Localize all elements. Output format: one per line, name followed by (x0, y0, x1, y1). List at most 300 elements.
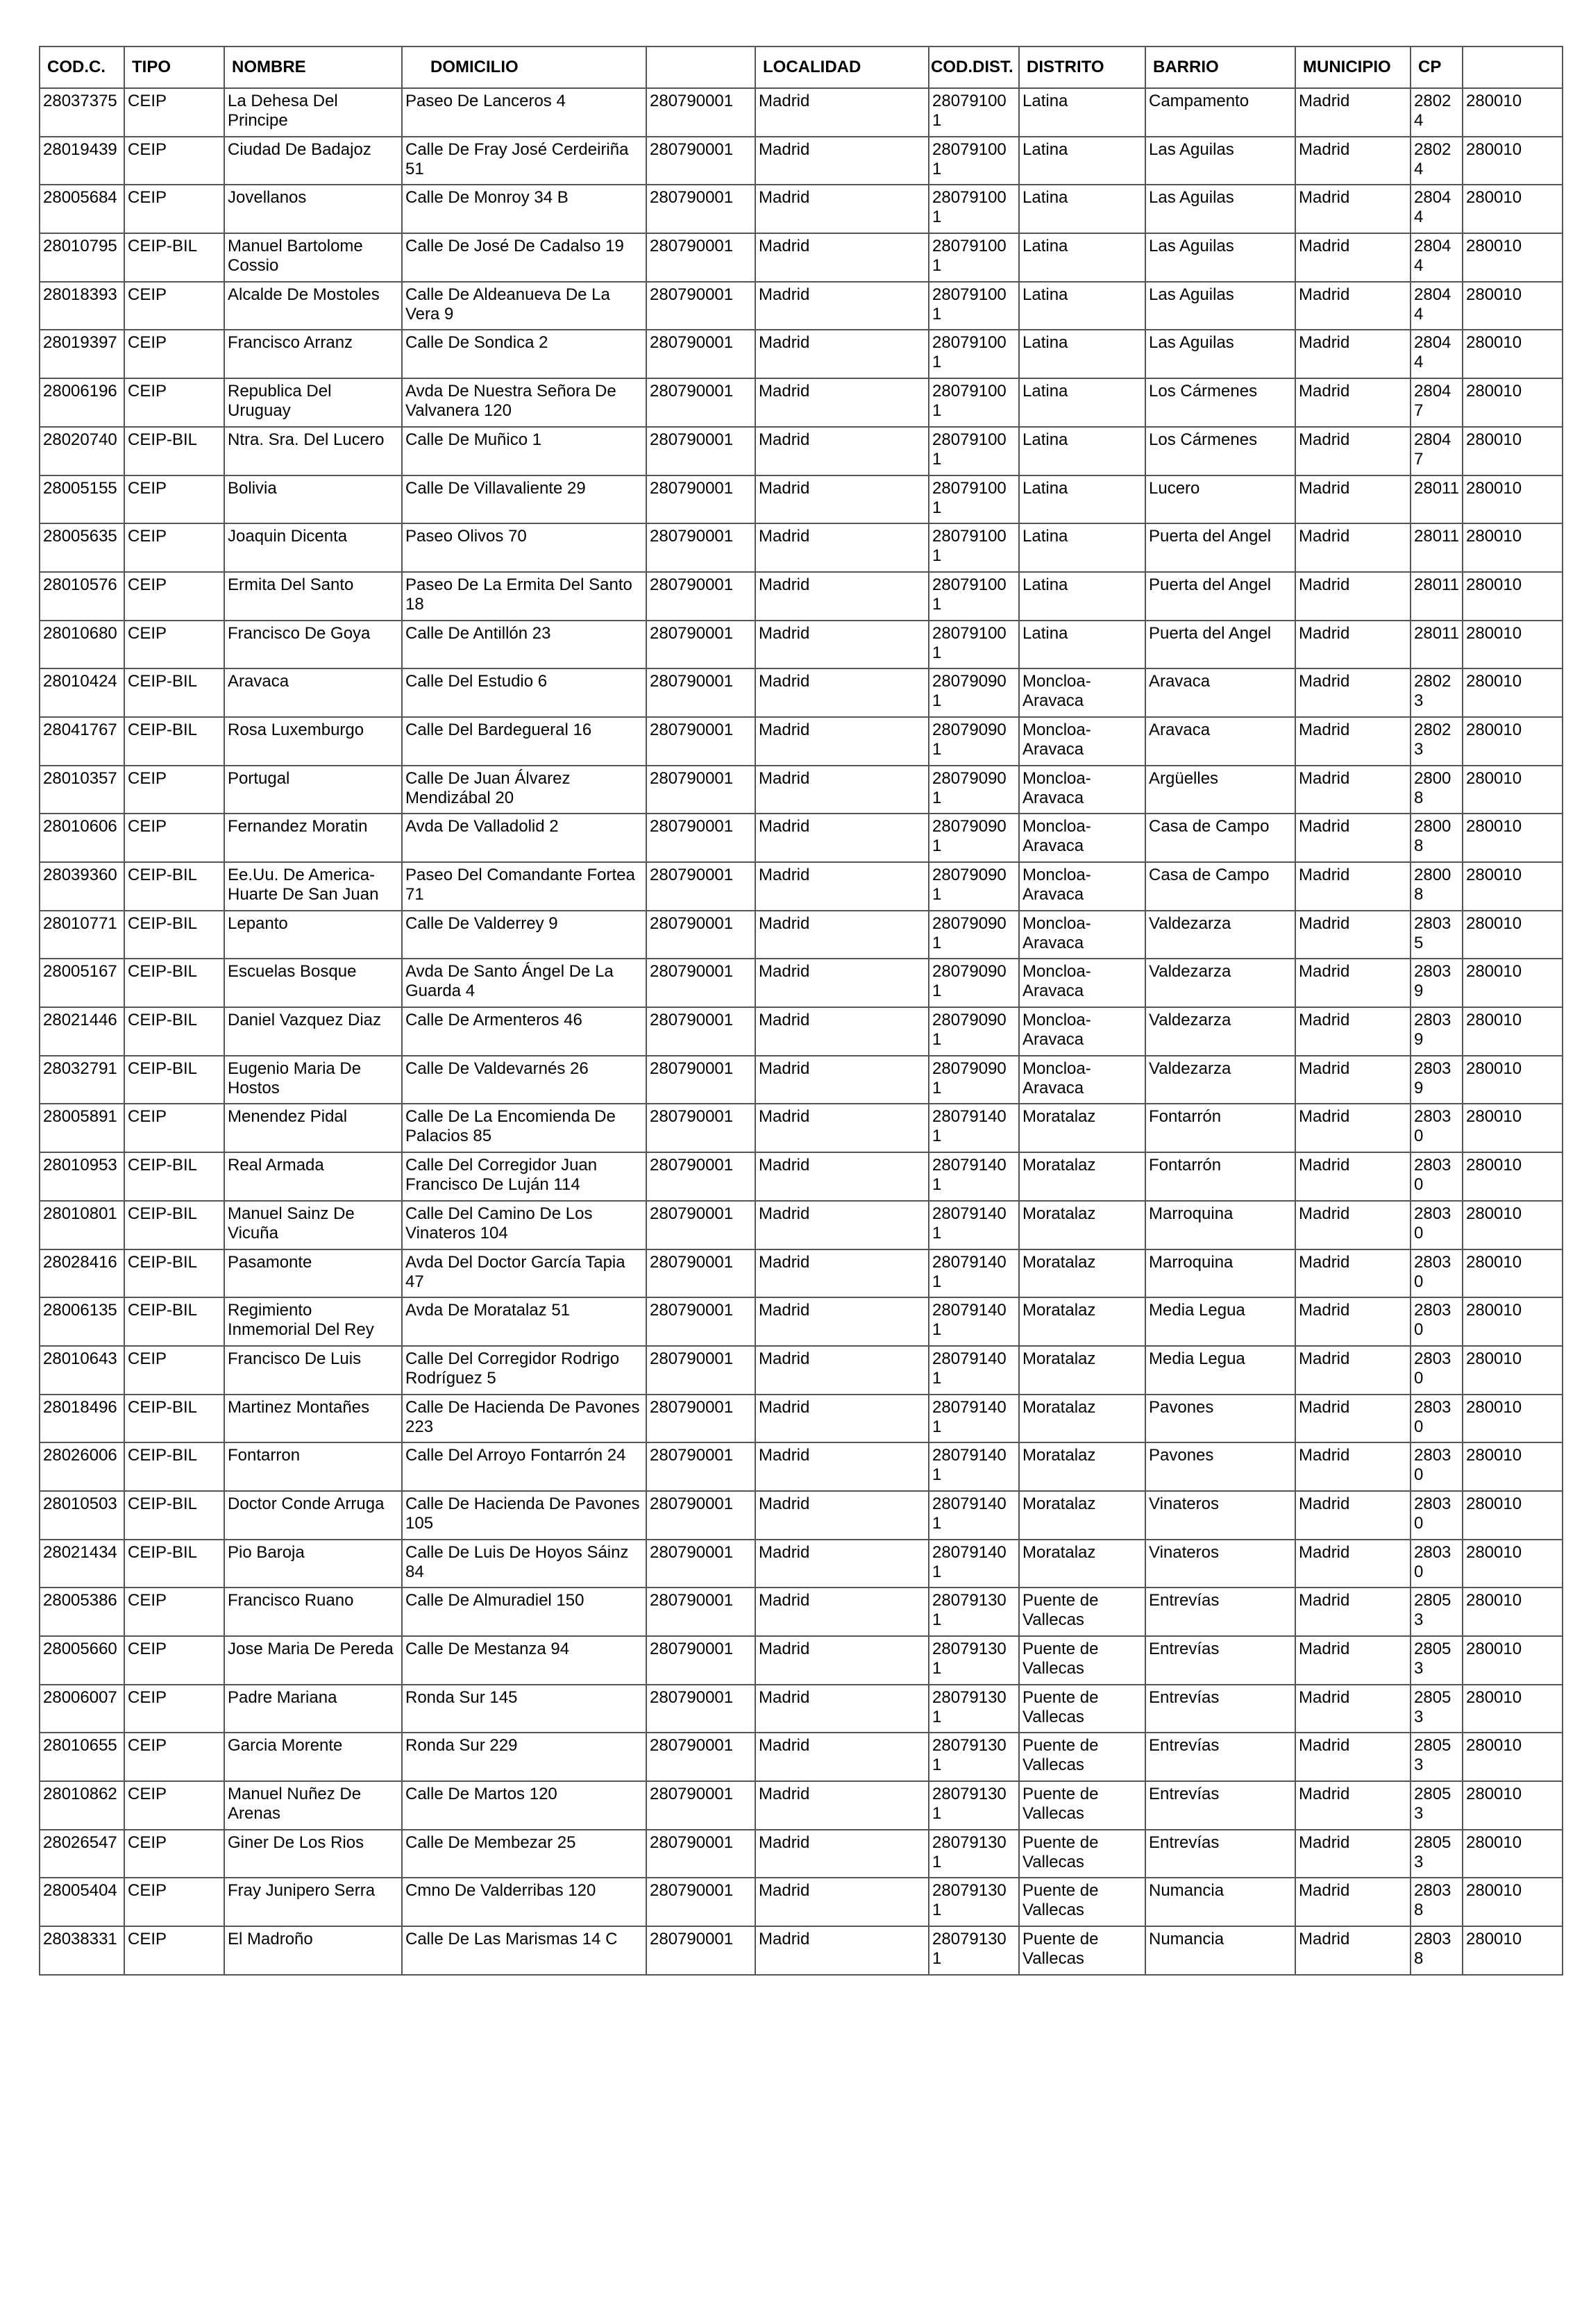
cell-cod-extra: 280010 (1463, 959, 1563, 1007)
cell-domicilio: Paseo De Lanceros 4 (402, 88, 646, 137)
cell-localidad: Madrid (755, 1588, 929, 1636)
cell-cp: 28038 (1411, 1878, 1463, 1926)
cell-barrio: Media Legua (1145, 1346, 1295, 1395)
table-row (40, 1588, 1563, 1636)
cell-domicilio: Calle Del Camino De Los Vinateros 104 (402, 1201, 646, 1249)
cell-cp: 28023 (1411, 717, 1463, 766)
cell-localidad: Madrid (755, 911, 929, 959)
cell-cod-extra: 280010 (1463, 621, 1563, 669)
cell-cp: 28030 (1411, 1442, 1463, 1491)
cell-cod-extra: 280010 (1463, 1878, 1563, 1926)
cell-distrito: Latina (1019, 572, 1145, 621)
cell-localidad: Madrid (755, 1442, 929, 1491)
cell-cp: 28053 (1411, 1781, 1463, 1830)
cell-tipo: CEIP-BIL (124, 1491, 224, 1540)
cell-cp: 28024 (1411, 88, 1463, 137)
cell-localidad: Madrid (755, 1104, 929, 1152)
cell-cod-extra: 280010 (1463, 1056, 1563, 1104)
cell-barrio: Entrevías (1145, 1781, 1295, 1830)
cell-cod-localidad: 280790001 (646, 1878, 755, 1926)
table-row (40, 88, 1563, 137)
cell-barrio: Casa de Campo (1145, 862, 1295, 911)
cell-cod-localidad: 280790001 (646, 1297, 755, 1346)
cell-cod-localidad: 280790001 (646, 572, 755, 621)
cell-cod-dist: 280791301 (929, 1830, 1019, 1878)
cell-nombre: Manuel Nuñez De Arenas (224, 1781, 402, 1830)
cell-cod-localidad: 280790001 (646, 911, 755, 959)
cell-cod-c: 28005891 (40, 1104, 124, 1152)
cell-domicilio: Calle De Las Marismas 14 C (402, 1926, 646, 1975)
cell-cod-extra: 280010 (1463, 1007, 1563, 1056)
cell-barrio: Argüelles (1145, 766, 1295, 814)
cell-localidad: Madrid (755, 668, 929, 717)
cell-domicilio: Calle De La Encomienda De Palacios 85 (402, 1104, 646, 1152)
cell-cod-extra: 280010 (1463, 1201, 1563, 1249)
cell-localidad: Madrid (755, 572, 929, 621)
cell-nombre: Lepanto (224, 911, 402, 959)
cell-cp: 28039 (1411, 1056, 1463, 1104)
cell-cod-c: 28010953 (40, 1152, 124, 1201)
cell-cod-c: 28026547 (40, 1830, 124, 1878)
cell-nombre: Ermita Del Santo (224, 572, 402, 621)
cell-cod-extra: 280010 (1463, 185, 1563, 233)
cell-distrito: Moratalaz (1019, 1201, 1145, 1249)
cell-cod-c: 28010576 (40, 572, 124, 621)
table-row (40, 814, 1563, 862)
cell-municipio: Madrid (1295, 1491, 1411, 1540)
cell-cod-dist: 280791001 (929, 572, 1019, 621)
cell-nombre: Manuel Bartolome Cossio (224, 233, 402, 282)
cell-cp: 28024 (1411, 137, 1463, 185)
cell-domicilio: Avda Del Doctor García Tapia 47 (402, 1249, 646, 1298)
cell-barrio: Valdezarza (1145, 959, 1295, 1007)
cell-localidad: Madrid (755, 1491, 929, 1540)
cell-cod-c: 28005404 (40, 1878, 124, 1926)
cell-cod-localidad: 280790001 (646, 475, 755, 524)
cell-cod-extra: 280010 (1463, 427, 1563, 475)
cell-cod-extra: 280010 (1463, 475, 1563, 524)
table-row (40, 766, 1563, 814)
cell-cod-c: 28020740 (40, 427, 124, 475)
cell-cod-dist: 280790901 (929, 814, 1019, 862)
cell-cod-c: 28005660 (40, 1636, 124, 1685)
cell-cod-c: 28005684 (40, 185, 124, 233)
cell-localidad: Madrid (755, 1685, 929, 1733)
cell-distrito: Puente de Vallecas (1019, 1636, 1145, 1685)
cell-barrio: Valdezarza (1145, 911, 1295, 959)
cell-tipo: CEIP (124, 1636, 224, 1685)
cell-barrio: Puerta del Angel (1145, 621, 1295, 669)
table-row (40, 1926, 1563, 1975)
cell-localidad: Madrid (755, 717, 929, 766)
cell-barrio: Casa de Campo (1145, 814, 1295, 862)
table-row (40, 1540, 1563, 1588)
cell-barrio: Lucero (1145, 475, 1295, 524)
cell-domicilio: Ronda Sur 145 (402, 1685, 646, 1733)
cell-nombre: Francisco Ruano (224, 1588, 402, 1636)
cell-cod-extra: 280010 (1463, 523, 1563, 572)
table-row (40, 1007, 1563, 1056)
cell-localidad: Madrid (755, 1201, 929, 1249)
cell-cod-dist: 280791001 (929, 523, 1019, 572)
cell-localidad: Madrid (755, 814, 929, 862)
table-row (40, 523, 1563, 572)
cell-cod-extra: 280010 (1463, 814, 1563, 862)
cell-domicilio: Calle De Valderrey 9 (402, 911, 646, 959)
cell-cod-c: 28039360 (40, 862, 124, 911)
table-row (40, 1636, 1563, 1685)
cell-barrio: Puerta del Angel (1145, 572, 1295, 621)
cell-cp: 28008 (1411, 862, 1463, 911)
cell-domicilio: Avda De Moratalaz 51 (402, 1297, 646, 1346)
cell-municipio: Madrid (1295, 959, 1411, 1007)
cell-cod-dist: 280791301 (929, 1685, 1019, 1733)
cell-cod-localidad: 280790001 (646, 1491, 755, 1540)
cell-localidad: Madrid (755, 1152, 929, 1201)
cell-cod-dist: 280791001 (929, 330, 1019, 378)
cell-nombre: Giner De Los Rios (224, 1830, 402, 1878)
cell-barrio: Numancia (1145, 1926, 1295, 1975)
cell-barrio: Aravaca (1145, 668, 1295, 717)
cell-localidad: Madrid (755, 233, 929, 282)
cell-cod-dist: 280791301 (929, 1588, 1019, 1636)
cell-nombre: La Dehesa Del Principe (224, 88, 402, 137)
cell-cod-extra: 280010 (1463, 1540, 1563, 1588)
cell-domicilio: Calle De Monroy 34 B (402, 185, 646, 233)
header-barrio: BARRIO (1145, 47, 1295, 88)
cell-domicilio: Calle De Membezar 25 (402, 1830, 646, 1878)
cell-nombre: Manuel Sainz De Vicuña (224, 1201, 402, 1249)
header-cod-dist: COD.DIST. (929, 47, 1019, 88)
table-row (40, 1685, 1563, 1733)
cell-cod-localidad: 280790001 (646, 137, 755, 185)
cell-cod-localidad: 280790001 (646, 282, 755, 330)
cell-domicilio: Calle Del Corregidor Juan Francisco De Luján 114 (402, 1152, 646, 1201)
cell-domicilio: Calle De Hacienda De Pavones 105 (402, 1491, 646, 1540)
cell-distrito: Puente de Vallecas (1019, 1878, 1145, 1926)
cell-cod-extra: 280010 (1463, 1297, 1563, 1346)
cell-municipio: Madrid (1295, 1588, 1411, 1636)
cell-distrito: Puente de Vallecas (1019, 1588, 1145, 1636)
cell-tipo: CEIP-BIL (124, 1056, 224, 1104)
cell-municipio: Madrid (1295, 88, 1411, 137)
cell-localidad: Madrid (755, 621, 929, 669)
cell-nombre: Ntra. Sra. Del Lucero (224, 427, 402, 475)
cell-tipo: CEIP (124, 330, 224, 378)
cell-domicilio: Calle De Muñico 1 (402, 427, 646, 475)
cell-cp: 28038 (1411, 1926, 1463, 1975)
cell-domicilio: Cmno De Valderribas 120 (402, 1878, 646, 1926)
cell-domicilio: Avda De Santo Ángel De La Guarda 4 (402, 959, 646, 1007)
cell-municipio: Madrid (1295, 1104, 1411, 1152)
cell-cod-dist: 280791401 (929, 1297, 1019, 1346)
cell-cp: 28044 (1411, 185, 1463, 233)
cell-municipio: Madrid (1295, 1540, 1411, 1588)
cell-cod-localidad: 280790001 (646, 862, 755, 911)
cell-tipo: CEIP (124, 1685, 224, 1733)
cell-cp: 28044 (1411, 282, 1463, 330)
cell-nombre: Escuelas Bosque (224, 959, 402, 1007)
cell-nombre: Pasamonte (224, 1249, 402, 1298)
cell-distrito: Moncloa-Aravaca (1019, 766, 1145, 814)
cell-cod-dist: 280790901 (929, 668, 1019, 717)
cell-distrito: Moratalaz (1019, 1104, 1145, 1152)
cell-localidad: Madrid (755, 959, 929, 1007)
cell-nombre: Fernandez Moratin (224, 814, 402, 862)
cell-cp: 28053 (1411, 1733, 1463, 1781)
cell-municipio: Madrid (1295, 572, 1411, 621)
cell-municipio: Madrid (1295, 911, 1411, 959)
cell-distrito: Puente de Vallecas (1019, 1926, 1145, 1975)
cell-cod-localidad: 280790001 (646, 1781, 755, 1830)
cell-cod-extra: 280010 (1463, 1395, 1563, 1443)
cell-municipio: Madrid (1295, 1878, 1411, 1926)
cell-cod-localidad: 280790001 (646, 959, 755, 1007)
cell-nombre: Alcalde De Mostoles (224, 282, 402, 330)
cell-cod-dist: 280791401 (929, 1201, 1019, 1249)
cell-cod-dist: 280791401 (929, 1395, 1019, 1443)
cell-cp: 28008 (1411, 814, 1463, 862)
cell-nombre: Fontarron (224, 1442, 402, 1491)
cell-municipio: Madrid (1295, 330, 1411, 378)
cell-cod-dist: 280791401 (929, 1442, 1019, 1491)
cell-cod-c: 28010606 (40, 814, 124, 862)
cell-cod-localidad: 280790001 (646, 1588, 755, 1636)
cell-tipo: CEIP (124, 766, 224, 814)
header-cod-c: COD.C. (40, 47, 124, 88)
cell-cod-localidad: 280790001 (646, 621, 755, 669)
cell-cp: 28030 (1411, 1491, 1463, 1540)
cell-cod-c: 28006196 (40, 378, 124, 427)
cell-domicilio: Calle De Armenteros 46 (402, 1007, 646, 1056)
cell-cod-c: 28018393 (40, 282, 124, 330)
cell-municipio: Madrid (1295, 1733, 1411, 1781)
cell-cod-c: 28005167 (40, 959, 124, 1007)
cell-cod-extra: 280010 (1463, 282, 1563, 330)
cell-distrito: Moratalaz (1019, 1249, 1145, 1298)
cell-nombre: Rosa Luxemburgo (224, 717, 402, 766)
cell-barrio: Las Aguilas (1145, 137, 1295, 185)
cell-localidad: Madrid (755, 1878, 929, 1926)
cell-cod-dist: 280791001 (929, 185, 1019, 233)
cell-tipo: CEIP (124, 1104, 224, 1152)
cell-cod-localidad: 280790001 (646, 1733, 755, 1781)
cell-cod-extra: 280010 (1463, 717, 1563, 766)
cell-tipo: CEIP (124, 1926, 224, 1975)
table-row (40, 717, 1563, 766)
cell-municipio: Madrid (1295, 427, 1411, 475)
cell-cp: 28044 (1411, 330, 1463, 378)
cell-cp: 28035 (1411, 911, 1463, 959)
table-row (40, 1056, 1563, 1104)
cell-cod-c: 28010424 (40, 668, 124, 717)
table-row (40, 1830, 1563, 1878)
table-row (40, 1297, 1563, 1346)
cell-tipo: CEIP (124, 185, 224, 233)
table-body (40, 88, 1563, 1975)
cell-cod-localidad: 280790001 (646, 378, 755, 427)
cell-cod-dist: 280791301 (929, 1878, 1019, 1926)
cell-cod-extra: 280010 (1463, 1830, 1563, 1878)
cell-tipo: CEIP (124, 621, 224, 669)
cell-municipio: Madrid (1295, 1249, 1411, 1298)
cell-nombre: El Madroño (224, 1926, 402, 1975)
cell-municipio: Madrid (1295, 717, 1411, 766)
table-row (40, 572, 1563, 621)
table-row (40, 1152, 1563, 1201)
cell-cod-c: 28019397 (40, 330, 124, 378)
cell-nombre: Francisco De Luis (224, 1346, 402, 1395)
cell-municipio: Madrid (1295, 1395, 1411, 1443)
cell-cod-dist: 280790901 (929, 862, 1019, 911)
cell-tipo: CEIP-BIL (124, 427, 224, 475)
table-row (40, 137, 1563, 185)
cell-cod-c: 28018496 (40, 1395, 124, 1443)
cell-cod-extra: 280010 (1463, 378, 1563, 427)
cell-tipo: CEIP (124, 88, 224, 137)
cell-cp: 28044 (1411, 233, 1463, 282)
table-header (40, 47, 1563, 88)
cell-domicilio: Calle De Mestanza 94 (402, 1636, 646, 1685)
cell-nombre: Menendez Pidal (224, 1104, 402, 1152)
cell-distrito: Moratalaz (1019, 1152, 1145, 1201)
cell-tipo: CEIP (124, 1781, 224, 1830)
cell-cod-dist: 280791401 (929, 1540, 1019, 1588)
cell-localidad: Madrid (755, 523, 929, 572)
table-row (40, 862, 1563, 911)
cell-municipio: Madrid (1295, 766, 1411, 814)
cell-tipo: CEIP-BIL (124, 1007, 224, 1056)
cell-cod-localidad: 280790001 (646, 766, 755, 814)
cell-tipo: CEIP-BIL (124, 1442, 224, 1491)
header-blank-2 (1463, 47, 1563, 88)
cell-cod-localidad: 280790001 (646, 427, 755, 475)
cell-barrio: Marroquina (1145, 1249, 1295, 1298)
table-row (40, 1249, 1563, 1298)
cell-cod-localidad: 280790001 (646, 1346, 755, 1395)
cell-cod-c: 28010801 (40, 1201, 124, 1249)
cell-cod-localidad: 280790001 (646, 523, 755, 572)
cell-barrio: Fontarrón (1145, 1104, 1295, 1152)
cell-barrio: Las Aguilas (1145, 282, 1295, 330)
cell-barrio: Valdezarza (1145, 1056, 1295, 1104)
cell-cod-localidad: 280790001 (646, 1830, 755, 1878)
cell-localidad: Madrid (755, 1636, 929, 1685)
cell-cp: 28008 (1411, 766, 1463, 814)
cell-localidad: Madrid (755, 88, 929, 137)
cell-distrito: Latina (1019, 137, 1145, 185)
cell-nombre: Aravaca (224, 668, 402, 717)
cell-cod-dist: 280791401 (929, 1346, 1019, 1395)
cell-barrio: Entrevías (1145, 1588, 1295, 1636)
cell-localidad: Madrid (755, 475, 929, 524)
cell-cod-dist: 280791301 (929, 1926, 1019, 1975)
cell-cod-dist: 280791301 (929, 1781, 1019, 1830)
table-row (40, 1781, 1563, 1830)
cell-domicilio: Calle De Aldeanueva De La Vera 9 (402, 282, 646, 330)
cell-localidad: Madrid (755, 1830, 929, 1878)
cell-tipo: CEIP (124, 475, 224, 524)
cell-nombre: Francisco De Goya (224, 621, 402, 669)
cell-cod-c: 28019439 (40, 137, 124, 185)
cell-tipo: CEIP-BIL (124, 233, 224, 282)
cell-localidad: Madrid (755, 282, 929, 330)
cell-distrito: Puente de Vallecas (1019, 1830, 1145, 1878)
cell-localidad: Madrid (755, 1297, 929, 1346)
cell-nombre: Francisco Arranz (224, 330, 402, 378)
header-cp: CP (1411, 47, 1463, 88)
table-row (40, 185, 1563, 233)
cell-nombre: Ee.Uu. De America-Huarte De San Juan (224, 862, 402, 911)
cell-distrito: Moratalaz (1019, 1491, 1145, 1540)
cell-municipio: Madrid (1295, 814, 1411, 862)
header-distrito: DISTRITO (1019, 47, 1145, 88)
cell-distrito: Moncloa-Aravaca (1019, 1007, 1145, 1056)
cell-domicilio: Calle De Martos 120 (402, 1781, 646, 1830)
cell-domicilio: Paseo Olivos 70 (402, 523, 646, 572)
cell-cod-dist: 280791001 (929, 282, 1019, 330)
cell-distrito: Moncloa-Aravaca (1019, 717, 1145, 766)
cell-barrio: Puerta del Angel (1145, 523, 1295, 572)
table-row (40, 1442, 1563, 1491)
cell-distrito: Moncloa-Aravaca (1019, 1056, 1145, 1104)
cell-domicilio: Avda De Nuestra Señora De Valvanera 120 (402, 378, 646, 427)
cell-cod-localidad: 280790001 (646, 717, 755, 766)
cell-distrito: Latina (1019, 378, 1145, 427)
cell-municipio: Madrid (1295, 1781, 1411, 1830)
cell-localidad: Madrid (755, 1540, 929, 1588)
cell-domicilio: Calle De Fray José Cerdeiriña 51 (402, 137, 646, 185)
cell-cod-dist: 280791301 (929, 1636, 1019, 1685)
cell-cp: 28011 (1411, 572, 1463, 621)
cell-cod-dist: 280790901 (929, 1007, 1019, 1056)
cell-domicilio: Calle Del Bardegueral 16 (402, 717, 646, 766)
cell-cod-extra: 280010 (1463, 1588, 1563, 1636)
cell-cod-dist: 280791001 (929, 233, 1019, 282)
cell-cod-c: 28010771 (40, 911, 124, 959)
cell-municipio: Madrid (1295, 1442, 1411, 1491)
table-row (40, 1395, 1563, 1443)
cell-distrito: Latina (1019, 475, 1145, 524)
cell-cod-c: 28010795 (40, 233, 124, 282)
cell-cod-extra: 280010 (1463, 1249, 1563, 1298)
cell-distrito: Moncloa-Aravaca (1019, 862, 1145, 911)
cell-cod-dist: 280791001 (929, 88, 1019, 137)
cell-localidad: Madrid (755, 1007, 929, 1056)
cell-municipio: Madrid (1295, 523, 1411, 572)
cell-cod-c: 28026006 (40, 1442, 124, 1491)
cell-cod-dist: 280791001 (929, 137, 1019, 185)
table-row (40, 1201, 1563, 1249)
cell-municipio: Madrid (1295, 233, 1411, 282)
cell-distrito: Latina (1019, 427, 1145, 475)
cell-cod-localidad: 280790001 (646, 1636, 755, 1685)
cell-cod-dist: 280791301 (929, 1733, 1019, 1781)
cell-cod-extra: 280010 (1463, 1636, 1563, 1685)
cell-tipo: CEIP (124, 814, 224, 862)
cell-tipo: CEIP (124, 572, 224, 621)
cell-domicilio: Calle De Antillón 23 (402, 621, 646, 669)
cell-cod-extra: 280010 (1463, 1152, 1563, 1201)
cell-cod-localidad: 280790001 (646, 1104, 755, 1152)
cell-cod-dist: 280791001 (929, 427, 1019, 475)
cell-tipo: CEIP-BIL (124, 668, 224, 717)
cell-municipio: Madrid (1295, 1201, 1411, 1249)
cell-nombre: Garcia Morente (224, 1733, 402, 1781)
cell-tipo: CEIP (124, 523, 224, 572)
cell-barrio: Las Aguilas (1145, 185, 1295, 233)
cell-municipio: Madrid (1295, 1007, 1411, 1056)
